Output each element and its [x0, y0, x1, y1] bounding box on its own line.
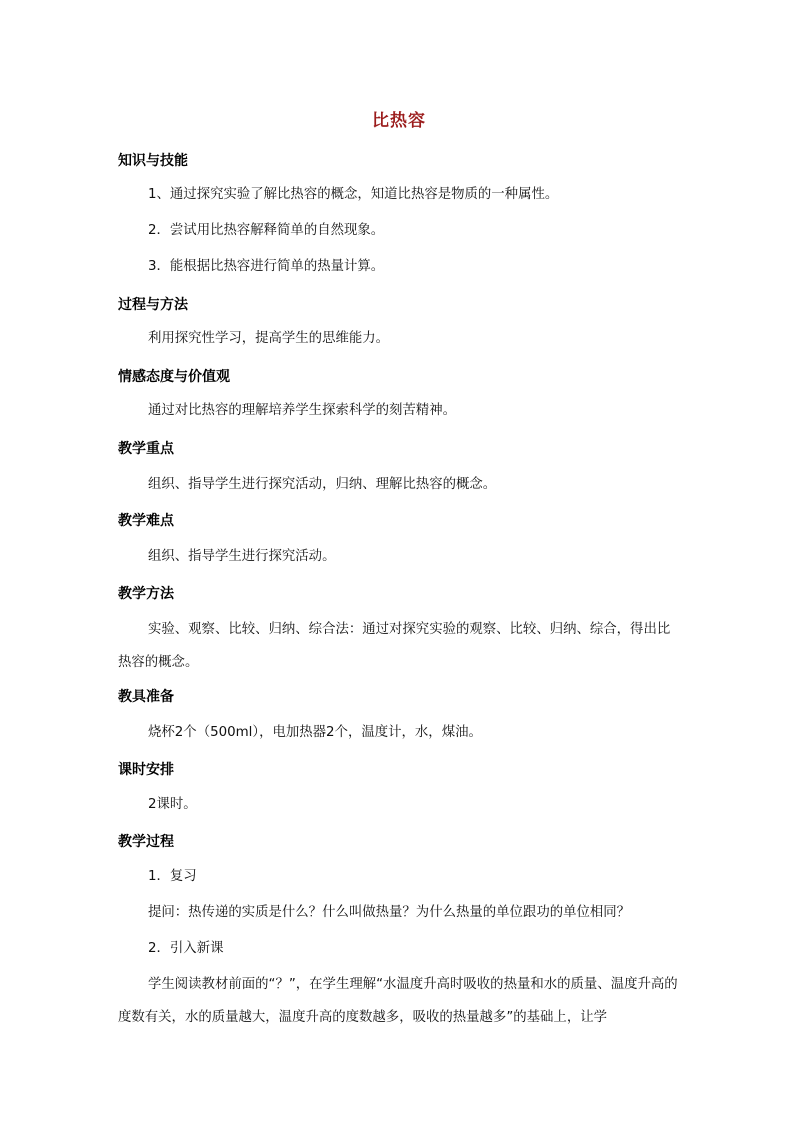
- heading-key-points: 教学重点: [118, 441, 174, 457]
- review-title: 1．复习: [148, 869, 197, 884]
- new-lesson-text: 学生阅读教材前面的“？”，在学生理解“水温度升高时吸收的热量和水的质量、温度升高的度数有关，水的质量越大，温度升高的度数越多，吸收的热量越多”的基础上，让学: [118, 977, 678, 1025]
- document-title: 比热容: [372, 111, 426, 131]
- knowledge-item-3: 3．能根据比热容进行简单的热量计算。: [148, 259, 385, 274]
- heading-difficulties: 教学难点: [118, 513, 174, 529]
- key-points-text: 组织、指导学生进行探究活动，归纳、理解比热容的概念。: [148, 477, 497, 492]
- knowledge-item-2: 2．尝试用比热容解释简单的自然现象。: [148, 223, 385, 238]
- schedule-text: 2课时。: [148, 797, 197, 812]
- heading-methods: 教学方法: [118, 586, 174, 602]
- methods-text: 实验、观察、比较、归纳、综合法：通过对探究实验的观察、比较、归纳、综合，得出比热容的概念。: [118, 622, 671, 670]
- heading-knowledge: 知识与技能: [118, 153, 188, 169]
- equipment-text: 烧杯2个（500ml），电加热器2个，温度计，水，煤油。: [148, 725, 482, 740]
- emotion-text: 通过对比热容的理解培养学生探索科学的刻苦精神。: [148, 403, 456, 418]
- review-text: 提问：热传递的实质是什么？什么叫做热量？为什么热量的单位跟功的单位相同？: [148, 905, 631, 920]
- heading-emotion: 情感态度与价值观: [118, 369, 230, 385]
- heading-process: 过程与方法: [118, 297, 188, 313]
- heading-equipment: 教具准备: [118, 689, 174, 705]
- process-text: 利用探究性学习，提高学生的思维能力。: [148, 331, 390, 346]
- new-lesson-title: 2．引入新课: [148, 941, 224, 956]
- heading-schedule: 课时安排: [118, 762, 174, 778]
- heading-teaching-process: 教学过程: [118, 834, 174, 850]
- difficulties-text: 组织、指导学生进行探究活动。: [148, 549, 336, 564]
- knowledge-item-1: 1、通过探究实验了解比热容的概念，知道比热容是物质的一种属性。: [148, 187, 559, 202]
- document-page: [118, 0, 680, 1123]
